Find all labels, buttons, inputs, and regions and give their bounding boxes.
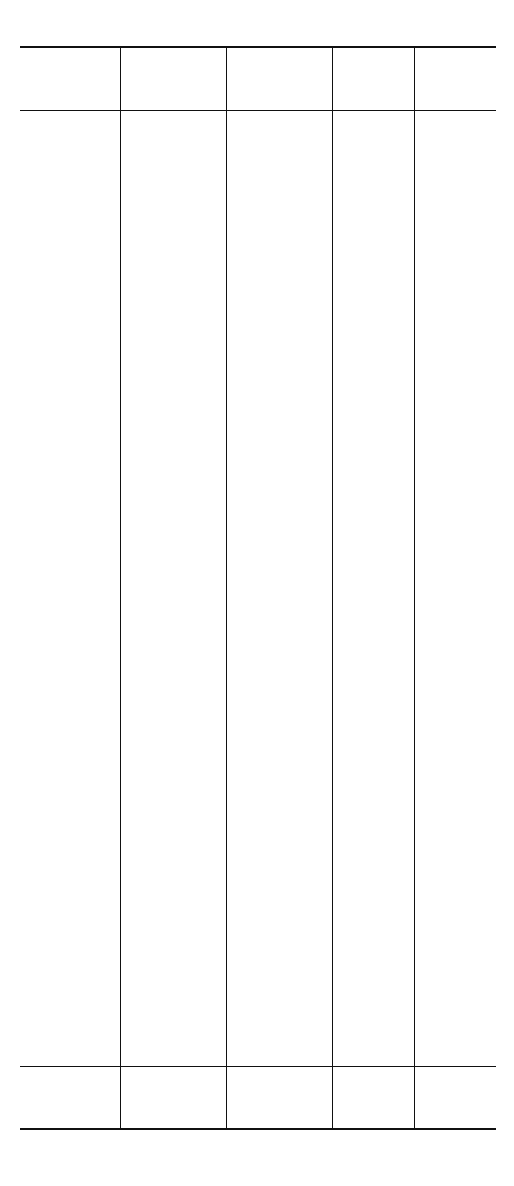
column-divider: [332, 46, 333, 1130]
header-rule: [20, 110, 496, 111]
column-divider: [414, 46, 415, 1130]
controls-rule: [20, 1066, 496, 1067]
bottom-rule: [20, 1128, 496, 1130]
column-divider: [120, 46, 121, 1130]
top-rule: [20, 46, 496, 48]
column-divider: [226, 46, 227, 1130]
